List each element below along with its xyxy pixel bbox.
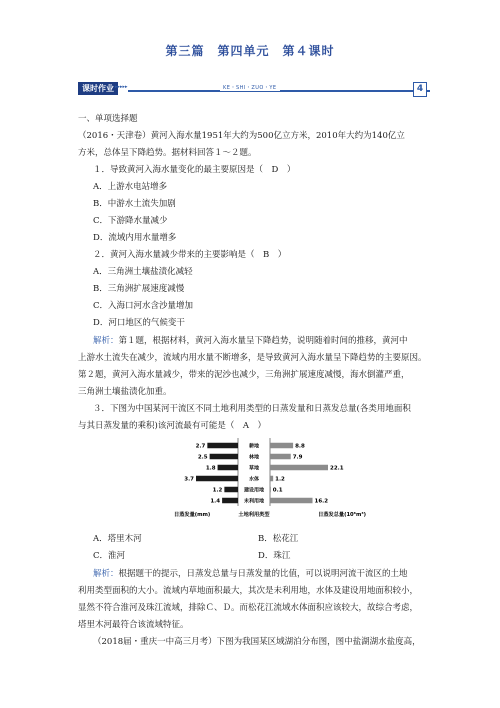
q3-option-c: C．淮河 [93,551,126,561]
right-bar [270,487,271,493]
center-axis-title: 土地利用类型 [238,512,270,518]
q1-option-a: A．上游水电站增多 [93,182,168,192]
right-value-label: 1.2 [275,476,285,483]
page-title: 第三篇 第四单元 第４课时 [165,44,335,58]
category-label: 水体 [248,476,260,483]
left-value-label: 1.8 [205,465,216,472]
category-label: 林地 [248,454,260,461]
q1-option-c: C．下游降水量减少 [93,216,168,226]
left-bar [218,465,238,471]
category-label: 耕地 [248,443,260,450]
q2-option-d: D．河口地区的气候变干 [93,318,185,328]
left-value-label: 1.4 [210,498,221,505]
left-value-label: 3.7 [184,476,194,483]
analysis3-line-2: 利用类型面积的大小。流域内草地面积最大，其次是未利用地，水体及建设用地面积较小， [78,586,419,596]
q1-stem: １．导致黄河入海水量变化的最主要原因是（ D ） [93,165,296,175]
next-question-intro: （2018届・重庆一中高三月考）下图为我国某区域湖泊分布图，图中盐湖湖水盐度高， [93,637,421,647]
left-value-label: 1.2 [212,487,223,494]
right-bar [270,443,293,449]
analysis1-line-1: 解析：第１题，根据材料，黄河入海水量呈下降趋势，说明随着时间的推移，黄河中 [93,336,408,346]
left-axis-title: 日蒸发量(mm) [174,512,211,518]
q3-stem-line-1: ３．下图为中国某河干流区不同土地利用类型的日蒸发量和日蒸发总量(各类用地面积 [93,404,411,414]
header-pinyin: KE・SHI・ZUO・YE [220,84,280,91]
analysis3-line-1: 解析：根据题干的提示，日蒸发总量与日蒸发量的比值，可以说明河流干流区的土地 [93,569,408,579]
header-dots: ▸▸▸▸▸ [115,84,128,90]
intro-line-1: （2016・天津卷）黄河入海水量1951年大约为500亿立方米，2010年大约为140亿立 [78,131,405,141]
page-number-badge: 4 [413,82,427,97]
q3-stem-line-2: 与其日蒸发量的乘积)该河流最有可能是（ A ） [78,421,266,431]
q2-option-b: B．三角洲扩展速度减慢 [93,284,185,294]
left-bar [224,487,238,493]
q3-option-d: D．珠江 [258,551,291,561]
analysis3-line-4: 塔里木河最符合该流域特征。 [78,620,189,630]
analysis3-line-3: 显然不符合淮河及珠江流域，排除Ｃ、Ｄ。而松花江流域水体面积应该较大，故综合考虑， [78,603,419,613]
right-bar [270,465,328,471]
q2-option-a: A．三角洲土壤盐渍化减轻 [93,267,193,277]
left-value-label: 2.7 [195,443,206,450]
left-value-label: 2.5 [197,454,208,461]
category-label: 建设用地 [243,487,265,494]
q1-option-b: B．中游水土流失加剧 [93,199,176,209]
right-value-label: 22.1 [330,465,344,472]
evaporation-chart [170,432,370,524]
right-value-label: 16.2 [314,498,329,505]
right-bar [270,498,313,504]
section-title: 一、单项选择题 [78,114,138,124]
q3-option-b: B．松花江 [258,534,299,544]
left-bar [210,454,238,460]
analysis1-line-3: 第２题，黄河入海水量减少，带来的泥沙也减少，三角洲扩展速度减慢，海水倒灌严重， [78,370,410,380]
category-label: 草地 [248,465,260,472]
q2-stem: ２．黄河入海水量减少带来的主要影响是（ B ） [93,250,287,260]
analysis-label: 解析： [93,336,119,346]
intro-line-2: 方米，总体呈下降趋势。据材料回答１～２题。 [78,148,257,158]
q2-option-c: C．入海口河水含沙量增加 [93,301,194,311]
right-bar [270,476,273,482]
section-label: 课时作业 [78,82,118,95]
right-value-label: 7.9 [292,454,303,461]
left-bar [196,476,238,482]
q1-option-d: D．流域内用水量增多 [93,233,177,243]
left-bar [207,443,238,449]
analysis1-line-2: 上游水土流失在减少，流域内用水量不断增多，是导致黄河入海水量呈下降趋势的主要原因。 [78,353,427,363]
analysis1-line-4: 三角洲土壤盐渍化加重。 [78,387,172,397]
right-value-label: 0.1 [272,487,283,494]
analysis-label: 解析： [93,569,119,579]
right-axis-title: 日蒸发总量(10⁶m³) [318,512,366,518]
q3-option-a: A．塔里木河 [93,534,142,544]
category-label: 未利用地 [243,498,265,505]
right-bar [270,454,291,460]
right-value-label: 8.8 [295,443,305,450]
left-bar [222,498,238,504]
